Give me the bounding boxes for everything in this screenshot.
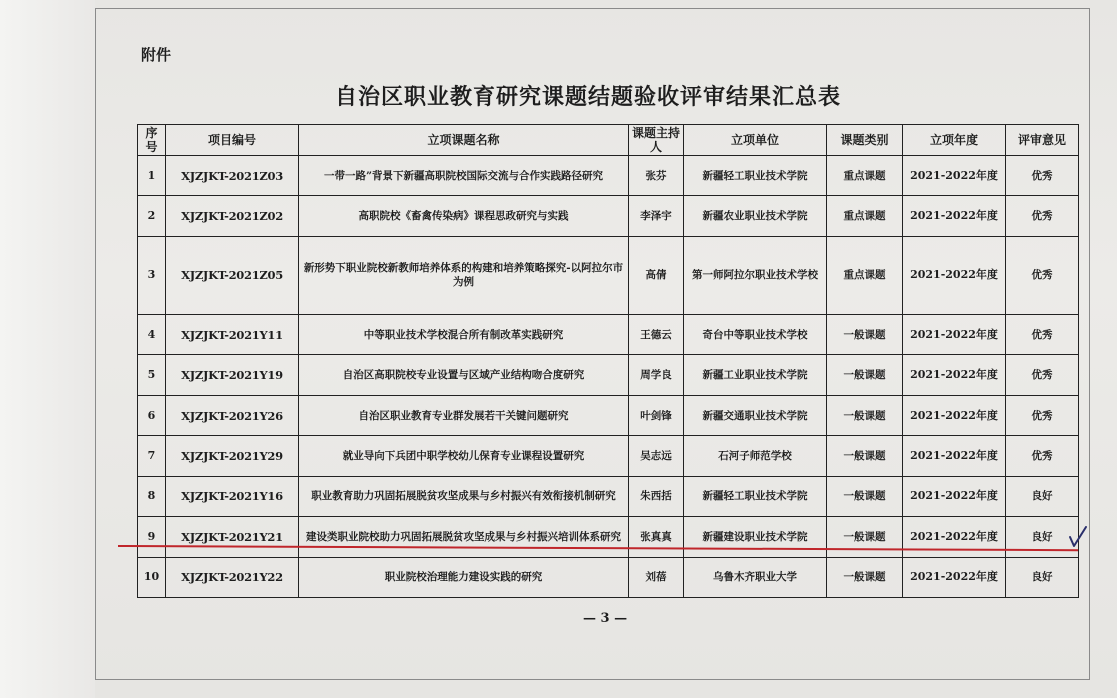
- cell-year: 2021-2022年度: [903, 476, 1006, 516]
- cell-holder: 王德云: [629, 315, 684, 355]
- cell-name: 职业教育助力巩固拓展脱贫攻坚成果与乡村振兴有效衔接机制研究: [299, 476, 629, 516]
- cell-holder: 张芬: [629, 156, 684, 196]
- cell-type: 一般课题: [827, 476, 903, 516]
- cell-year: 2021-2022年度: [903, 236, 1006, 314]
- table-row: [138, 557, 1079, 597]
- header-evaluation: 评审意见: [1006, 125, 1079, 156]
- document-title: 自治区职业教育研究课题结题验收评审结果汇总表: [335, 85, 842, 110]
- page-number: — 3 —: [583, 611, 628, 626]
- cell-name: 职业院校治理能力建设实践的研究: [299, 557, 629, 597]
- cell-year: 2021-2022年度: [903, 315, 1006, 355]
- cell-code: XJZJKT-2021Y22: [166, 557, 299, 597]
- table-row: [138, 156, 1079, 196]
- cell-holder: 周学良: [629, 355, 684, 395]
- header-holder: 课题主持人: [629, 125, 684, 156]
- cell-holder: 高倩: [629, 236, 684, 314]
- cell-year: 2021-2022年度: [903, 196, 1006, 236]
- cell-name: 自治区职业教育专业群发展若干关键问题研究: [299, 395, 629, 435]
- cell-no: 10: [138, 557, 166, 597]
- table-row: [138, 315, 1079, 355]
- cell-type: 一般课题: [827, 517, 903, 557]
- table-row: [138, 476, 1079, 516]
- cell-type: 重点课题: [827, 156, 903, 196]
- cell-unit: 新疆工业职业技术学院: [684, 355, 827, 395]
- cell-year: 2021-2022年度: [903, 156, 1006, 196]
- header-year: 立项年度: [903, 125, 1006, 156]
- cell-name: 新形势下职业院校新教师培养体系的构建和培养策略探究-以阿拉尔市为例: [299, 236, 629, 314]
- header-unit: 立项单位: [684, 125, 827, 156]
- cell-name: 高职院校《畜禽传染病》课程思政研究与实践: [299, 196, 629, 236]
- cell-evaluation: 优秀: [1006, 436, 1079, 476]
- cell-no: 4: [138, 315, 166, 355]
- table-row: [138, 196, 1079, 236]
- cell-name: 一带一路”背景下新疆高职院校国际交流与合作实践路径研究: [299, 156, 629, 196]
- cell-unit: 乌鲁木齐职业大学: [684, 557, 827, 597]
- cell-evaluation: 优秀: [1006, 156, 1079, 196]
- cell-type: 一般课题: [827, 395, 903, 435]
- cell-type: 一般课题: [827, 436, 903, 476]
- cell-unit: 新疆轻工职业技术学院: [684, 476, 827, 516]
- cell-evaluation: 良好: [1006, 517, 1079, 557]
- cell-no: 3: [138, 236, 166, 314]
- cell-evaluation: 优秀: [1006, 355, 1079, 395]
- results-table: [137, 124, 1079, 598]
- cell-year: 2021-2022年度: [903, 436, 1006, 476]
- cell-code: XJZJKT-2021Z05: [166, 236, 299, 314]
- cell-holder: 叶剑锋: [629, 395, 684, 435]
- cell-no: 9: [138, 517, 166, 557]
- cell-type: 重点课题: [827, 196, 903, 236]
- cell-holder: 刘蓓: [629, 557, 684, 597]
- cell-code: XJZJKT-2021Y16: [166, 476, 299, 516]
- cell-no: 7: [138, 436, 166, 476]
- cell-name: 建设类职业院校助力巩固拓展脱贫攻坚成果与乡村振兴培训体系研究: [299, 517, 629, 557]
- cell-code: XJZJKT-2021Y19: [166, 355, 299, 395]
- cell-type: 一般课题: [827, 315, 903, 355]
- cell-type: 一般课题: [827, 355, 903, 395]
- cell-no: 1: [138, 156, 166, 196]
- cell-year: 2021-2022年度: [903, 395, 1006, 435]
- cell-unit: 新疆轻工职业技术学院: [684, 156, 827, 196]
- cell-unit: 新疆交通职业技术学院: [684, 395, 827, 435]
- cell-holder: 吴志远: [629, 436, 684, 476]
- cell-year: 2021-2022年度: [903, 517, 1006, 557]
- cell-type: 一般课题: [827, 557, 903, 597]
- table-row: [138, 395, 1079, 435]
- cell-evaluation: 优秀: [1006, 196, 1079, 236]
- header-name: 立项课题名称: [299, 125, 629, 156]
- cell-name: 自治区高职院校专业设置与区域产业结构吻合度研究: [299, 355, 629, 395]
- cell-no: 5: [138, 355, 166, 395]
- cell-evaluation: 良好: [1006, 476, 1079, 516]
- cell-code: XJZJKT-2021Y29: [166, 436, 299, 476]
- header-code: 项目编号: [166, 125, 299, 156]
- table-row: [138, 355, 1079, 395]
- cell-code: XJZJKT-2021Z03: [166, 156, 299, 196]
- cell-year: 2021-2022年度: [903, 355, 1006, 395]
- cell-unit: 奇台中等职业技术学校: [684, 315, 827, 355]
- header-type: 课题类别: [827, 125, 903, 156]
- cell-holder: 张真真: [629, 517, 684, 557]
- table-header-row: [138, 125, 1079, 156]
- cell-evaluation: 优秀: [1006, 236, 1079, 314]
- cell-no: 2: [138, 196, 166, 236]
- cell-evaluation: 良好: [1006, 557, 1079, 597]
- cell-holder: 朱西括: [629, 476, 684, 516]
- cell-name: 就业导向下兵团中职学校幼儿保育专业课程设置研究: [299, 436, 629, 476]
- cell-code: XJZJKT-2021Y11: [166, 315, 299, 355]
- cell-no: 8: [138, 476, 166, 516]
- cell-unit: 新疆建设职业技术学院: [684, 517, 827, 557]
- cell-evaluation: 优秀: [1006, 395, 1079, 435]
- cell-no: 6: [138, 395, 166, 435]
- cell-name: 中等职业技术学校混合所有制改革实践研究: [299, 315, 629, 355]
- cell-code: XJZJKT-2021Z02: [166, 196, 299, 236]
- cell-unit: 第一师阿拉尔职业技术学校: [684, 236, 827, 314]
- handwritten-check-icon: [1068, 525, 1088, 549]
- cell-evaluation: 优秀: [1006, 315, 1079, 355]
- cell-code: XJZJKT-2021Y26: [166, 395, 299, 435]
- cell-unit: 石河子师范学校: [684, 436, 827, 476]
- page-edge: [0, 0, 95, 698]
- cell-holder: 李泽宇: [629, 196, 684, 236]
- table-row: [138, 436, 1079, 476]
- table-row: [138, 517, 1079, 557]
- cell-unit: 新疆农业职业技术学院: [684, 196, 827, 236]
- table-row: [138, 236, 1079, 314]
- attachment-label: 附件: [141, 46, 172, 64]
- header-no: 序号: [138, 125, 166, 156]
- cell-year: 2021-2022年度: [903, 557, 1006, 597]
- cell-code: XJZJKT-2021Y21: [166, 517, 299, 557]
- cell-type: 重点课题: [827, 236, 903, 314]
